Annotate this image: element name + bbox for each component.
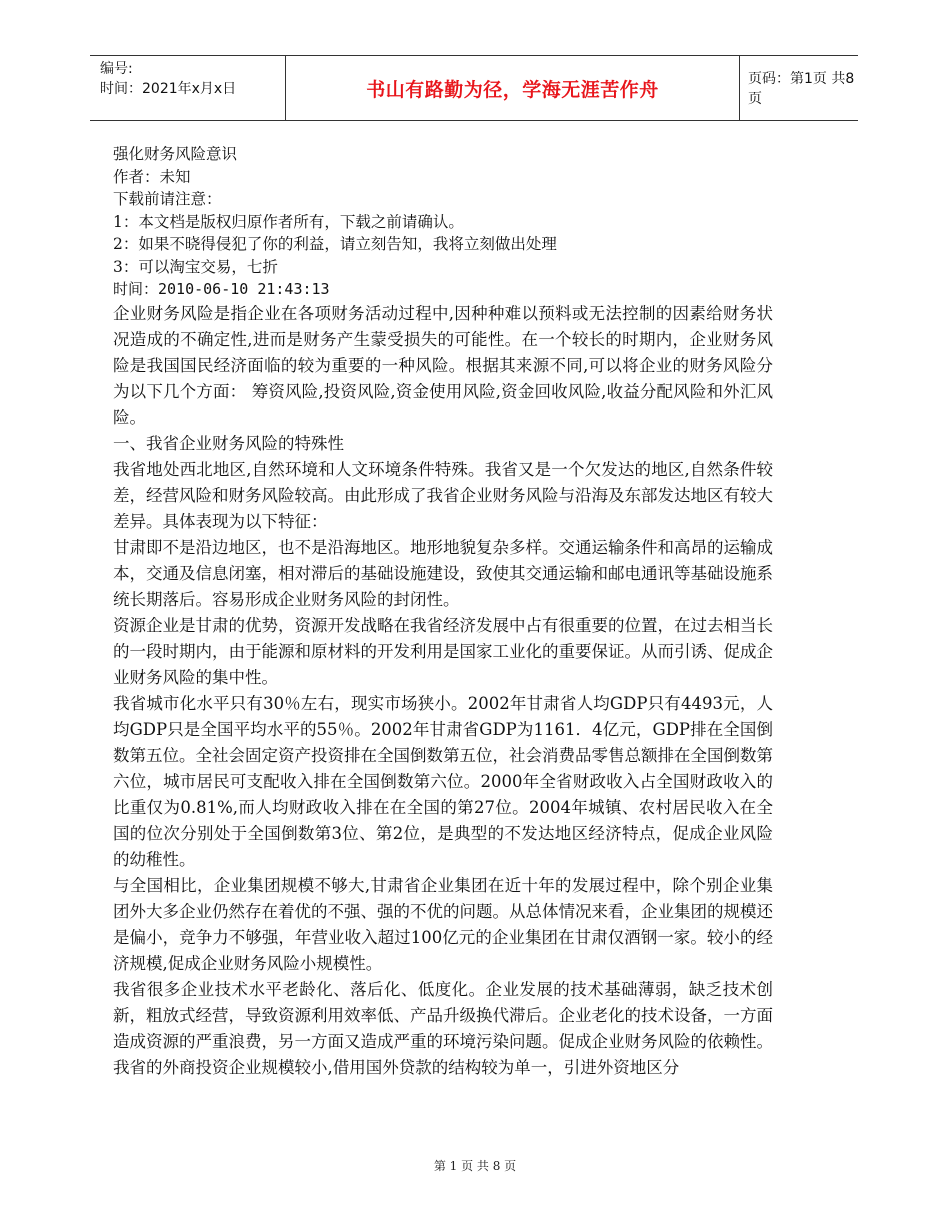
notice-item: 2：如果不晓得侵犯了你的利益，请立刻告知，我将立刻做出处理 — [113, 235, 557, 253]
time-label: 时间：2021年x月x日 — [100, 81, 237, 97]
article-timestamp: 时间：2010-06-10 21:43:13 — [113, 280, 330, 298]
header-motto: 书山有路勤为径，学海无涯苦作舟 — [285, 56, 740, 120]
paragraph: 我省的外商投资企业规模较小,借用国外贷款的结构较为单一，引进外资地区分 — [113, 1057, 680, 1077]
paragraph: 我省地处西北地区,自然环境和人文环境条件特殊。我省又是一个欠发达的地区,自然条件较差，经营风险和财务风险较高。由此形成了我省企业财务风险与沿海及东部发达地区有较大差异。具体表现为以下特征： — [113, 459, 773, 531]
header-info — [90, 56, 285, 120]
paragraph: 与全国相比，企业集团规模不够大,甘肃省企业集团在近十年的发展过程中，除个别企业集团外大多企业仍然存在着优的不强、强的不优的问题。从总体情况来看，企业集团的规模还是偏小，竞争力不够强，年营业收入超过100亿元的企业集团在甘肃仅酒钢一家。较小的经济规模,促成企业财务风险小规模性。 — [113, 875, 773, 973]
page-footer: 第 1 页 共 8 页 — [433, 1159, 517, 1173]
notice-item: 3：可以淘宝交易，七折 — [113, 257, 278, 276]
page-header — [90, 55, 858, 121]
paragraph: 甘肃即不是沿边地区，也不是沿海地区。地形地貌复杂多样。交通运输条件和高昂的运输成本，交通及信息闭塞，相对滞后的基础设施建设，致使其交通运输和邮电通讯等基础设施系统长期落后。容易形成企业财务风险的封闭性。 — [113, 537, 773, 609]
article-body — [113, 143, 773, 1081]
header-page-number: 页码：第1页 共8页 — [748, 71, 855, 107]
paragraph: 资源企业是甘肃的优势，资源开发战略在我省经济发展中占有很重要的位置，在过去相当长的一段时期内，由于能源和原材料的开发利用是国家工业化的重要保证。从而引诱、促成企业财务风险的集中性。 — [113, 615, 773, 687]
section-heading: 一、我省企业财务风险的特殊性 — [113, 433, 344, 453]
article-title: 强化财务风险意识 — [113, 145, 238, 163]
article-author: 作者：未知 — [113, 167, 191, 186]
notice-item: 1：本文档是版权归原作者所有，下载之前请确认。 — [113, 212, 464, 231]
notice-heading: 下载前请注意： — [113, 190, 222, 208]
paragraph: 我省很多企业技术水平老龄化、落后化、低度化。企业发展的技术基础薄弱，缺乏技术创新，粗放式经营，导致资源利用效率低、产品升级换代滞后。企业老化的技术设备，一方面造成资源的严重浪费，另一方面又造成严重的环境污染问题。促成企业财务风险的依赖性。 — [113, 979, 773, 1051]
serial-label: 编号: — [100, 61, 133, 77]
paragraph: 企业财务风险是指企业在各项财务活动过程中,因种种难以预料或无法控制的因素给财务状况造成的不确定性,进而是财务产生蒙受损失的可能性。在一个较长的时期内，企业财务风险是我国国民经济面临的较为重要的一种风险。根据其来源不同,可以将企业的财务风险分为以下几个方面： 筹资风险,投资风险,资金使用风险,资金回收风险,收益分配风险和外汇风险。 — [113, 303, 773, 427]
paragraph: 我省城市化水平只有30％左右，现实市场狭小。2002年甘肃省人均GDP只有4493元，人均GDP只是全国平均水平的55％。2002年甘肃省GDP为1161．4亿元，GDP排在全国倒数第五位。全社会固定资产投资排在全国倒数第五位，社会消费品零售总额排在全国倒数第六位，城市居民可支配收入排在全国倒数第六位。2000年全省财政收入占全国财政收入的比重仅为0.81%,而人均财政收入排在在全国的第27位。2004年城镇、农村居民收入在全国的位次分别处于全国倒数第3位、第2位，是典型的不发达地区经济特点，促成企业风险的幼稚性。 — [113, 693, 773, 869]
